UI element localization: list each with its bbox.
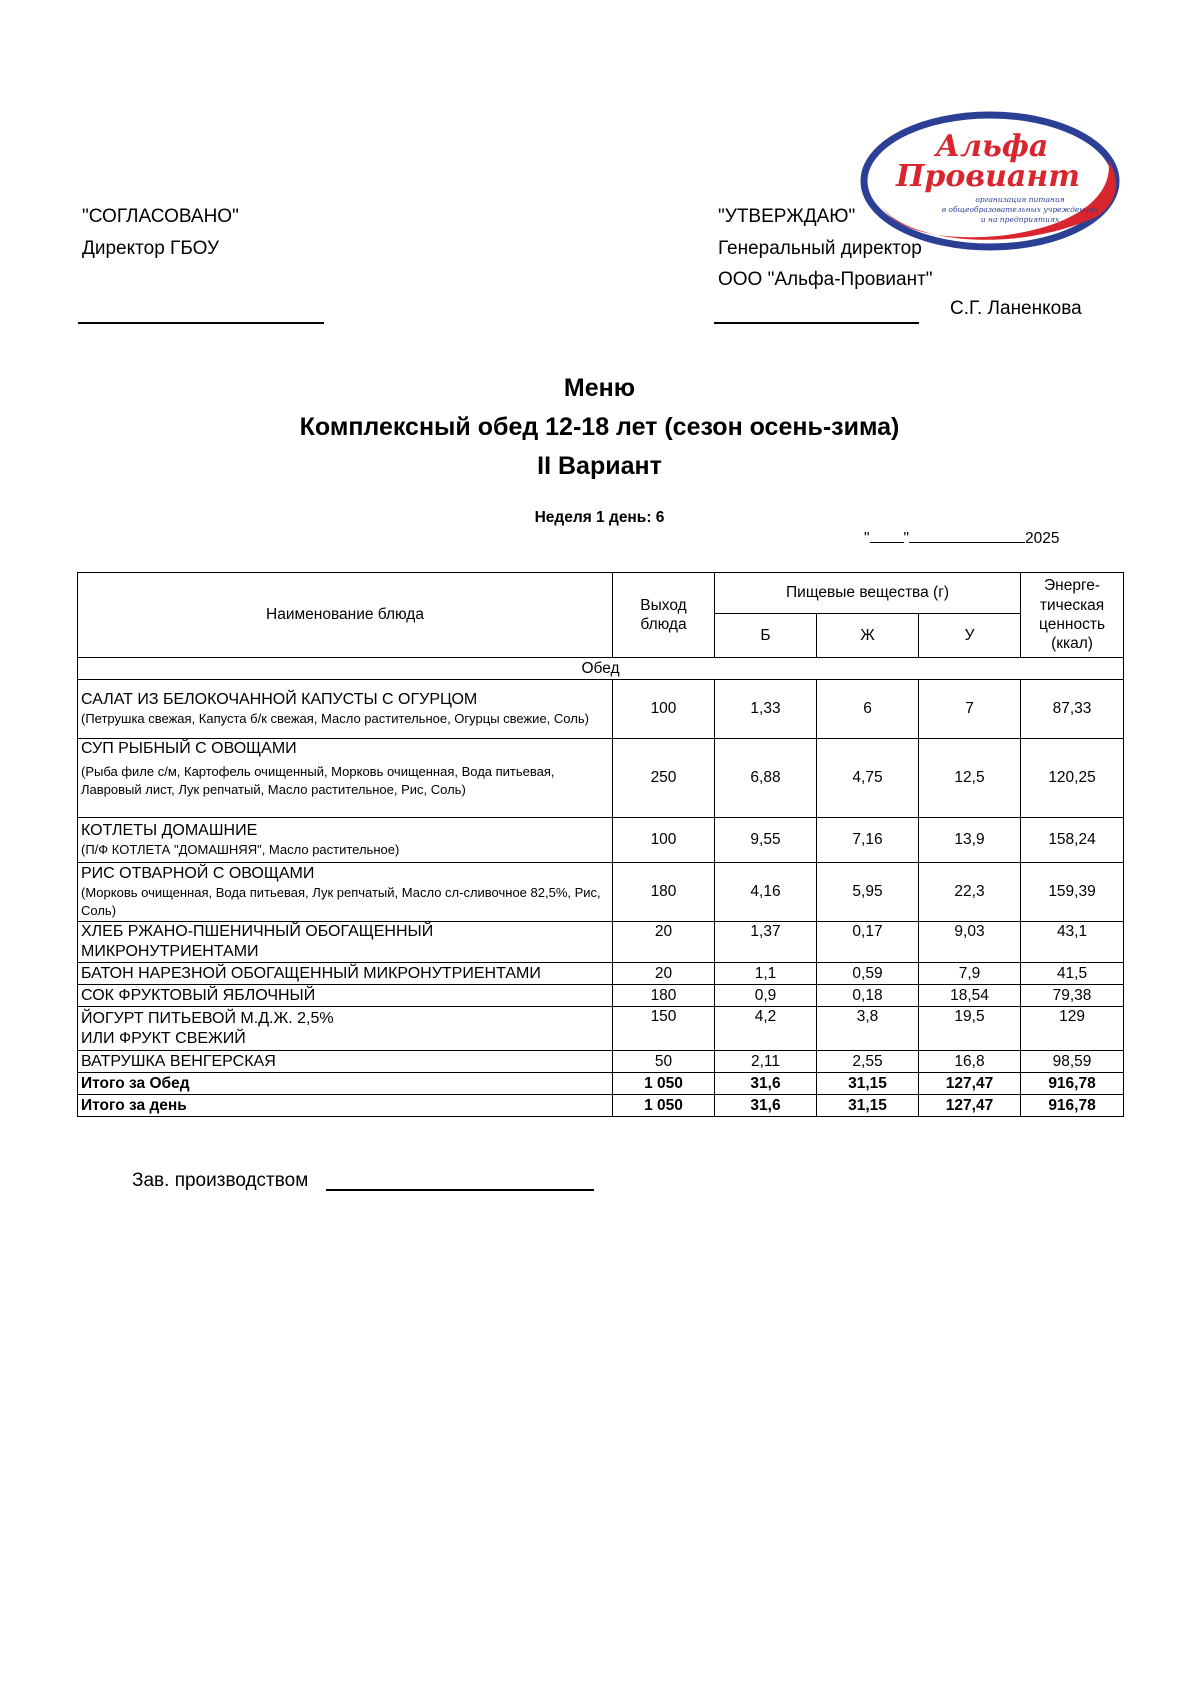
table-row (78, 1051, 1124, 1073)
dish-energy: 158,24 (1021, 818, 1124, 863)
table-row (78, 739, 1124, 818)
approve-signature-line (714, 322, 919, 324)
dish-name: СУП РЫБНЫЙ С ОВОЩАМИ (81, 740, 297, 757)
header-carbs: У (919, 614, 1021, 658)
dish-carbs: 22,3 (919, 863, 1021, 922)
dish-cell (78, 739, 613, 818)
total-energy: 916,78 (1021, 1095, 1124, 1117)
menu-title: Меню (563, 374, 636, 402)
total-protein: 31,6 (715, 1095, 817, 1117)
approve-organization: ООО "Альфа-Провиант" (718, 269, 933, 290)
dish-fat: 4,75 (817, 739, 919, 818)
date-open-quote: " (864, 530, 870, 547)
dish-cell (78, 1051, 613, 1073)
dish-output: 150 (613, 1007, 715, 1051)
dish-output: 250 (613, 739, 715, 818)
table-row (78, 922, 1124, 963)
total-energy: 916,78 (1021, 1073, 1124, 1095)
dish-name: ЙОГУРТ ПИТЬЕВОЙ М.Д.Ж. 2,5% (81, 1009, 334, 1027)
production-head-signature-line (326, 1189, 594, 1191)
dish-protein: 1,1 (715, 963, 817, 985)
total-fat: 31,15 (817, 1073, 919, 1095)
header-dish-name: Наименование блюда (78, 573, 613, 658)
total-carbs: 127,47 (919, 1073, 1021, 1095)
dish-output: 20 (613, 922, 715, 963)
dish-energy: 79,38 (1021, 985, 1124, 1007)
dish-output: 50 (613, 1051, 715, 1073)
dish-energy: 159,39 (1021, 863, 1124, 922)
dish-output: 180 (613, 985, 715, 1007)
table-row (78, 863, 1124, 922)
table-row (78, 985, 1124, 1007)
date-close-quote: " (903, 530, 910, 547)
total-label: Итого за Обед (78, 1073, 613, 1095)
dish-carbs: 12,5 (919, 739, 1021, 818)
dish-energy: 41,5 (1021, 963, 1124, 985)
dish-composition: (Петрушка свежая, Капуста б/к свежая, Масло растительное, Огурцы свежие, Соль) (81, 711, 589, 727)
total-carbs: 127,47 (919, 1095, 1021, 1117)
dish-name-alternative: ИЛИ ФРУКТ СВЕЖИЙ (81, 1029, 246, 1047)
dish-carbs: 7 (919, 680, 1021, 739)
dish-cell (78, 818, 613, 863)
dish-cell (78, 863, 613, 922)
dish-name: РИС ОТВАРНОЙ С ОВОЩАМИ (81, 865, 315, 883)
dish-protein: 4,2 (715, 1007, 817, 1051)
dish-protein: 1,37 (715, 922, 817, 963)
dish-carbs: 18,54 (919, 985, 1021, 1007)
dish-cell (78, 963, 613, 985)
approve-position: Генеральный директор (718, 238, 922, 259)
total-row-day (78, 1095, 1124, 1117)
dish-cell (78, 922, 613, 963)
header-output: Выход блюда (613, 573, 715, 658)
dish-protein: 2,11 (715, 1051, 817, 1073)
section-label: Обед (78, 658, 1124, 680)
dish-fat: 0,59 (817, 963, 919, 985)
dish-cell (78, 680, 613, 739)
dish-energy: 43,1 (1021, 922, 1124, 963)
agreed-signature-line (78, 322, 324, 324)
dish-output: 100 (613, 818, 715, 863)
section-row (78, 658, 1124, 680)
logo-tagline-1: организация питания (975, 195, 1065, 204)
total-output: 1 050 (613, 1073, 715, 1095)
total-protein: 31,6 (715, 1073, 817, 1095)
table-row (78, 680, 1124, 739)
header-energy: Энерге-тическая ценность (ккал) (1021, 573, 1124, 658)
dish-fat: 0,17 (817, 922, 919, 963)
dish-fat: 3,8 (817, 1007, 919, 1051)
logo-tagline-2: в общеобразовательных учреждениях (941, 205, 1099, 214)
dish-cell (78, 985, 613, 1007)
dish-composition: (Морковь очищенная, Вода питьевая, Лук репчатый, Масло сл-сливочное 82,5%, Рис, Соль) (81, 885, 601, 918)
menu-variant: II Вариант (537, 452, 662, 480)
alfa-proviant-logo (858, 108, 1122, 254)
dish-fat: 2,55 (817, 1051, 919, 1073)
dish-cell (78, 1007, 613, 1051)
logo-tagline-3: и на предприятиях (980, 215, 1060, 224)
dish-energy: 129 (1021, 1007, 1124, 1051)
dish-carbs: 19,5 (919, 1007, 1021, 1051)
agreed-position: Директор ГБОУ (82, 238, 220, 259)
table-row (78, 818, 1124, 863)
dish-name: КОТЛЕТЫ ДОМАШНИЕ (81, 822, 258, 840)
table-row (78, 1007, 1124, 1051)
table-row (78, 963, 1124, 985)
dish-protein: 1,33 (715, 680, 817, 739)
dish-fat: 6 (817, 680, 919, 739)
dish-fat: 0,18 (817, 985, 919, 1007)
dish-carbs: 13,9 (919, 818, 1021, 863)
dish-output: 100 (613, 680, 715, 739)
total-row-lunch (78, 1073, 1124, 1095)
dish-name: САЛАТ ИЗ БЕЛОКОЧАННОЙ КАПУСТЫ С ОГУРЦОМ (81, 691, 478, 709)
dish-composition: (Рыба филе с/м, Картофель очищенный, Морковь очищенная, Вода питьевая, Лавровый лист, Лук репчатый, Масло растительное, Рис, Соль) (81, 764, 555, 797)
approve-title: "УТВЕРЖДАЮ" (718, 206, 856, 227)
menu-table (77, 572, 1124, 1117)
total-fat: 31,15 (817, 1095, 919, 1117)
menu-subtitle: Комплексный обед 12-18 лет (сезон осень-зима) (299, 413, 900, 441)
dish-output: 20 (613, 963, 715, 985)
dish-name: БАТОН НАРЕЗНОЙ ОБОГАЩЕННЫЙ МИКРОНУТРИЕНТАМИ (81, 964, 541, 982)
header-fat: Ж (817, 614, 919, 658)
table-header-row-1 (78, 573, 1124, 614)
dish-fat: 5,95 (817, 863, 919, 922)
logo-word-2: Провиант (896, 159, 1080, 194)
header-protein: Б (715, 614, 817, 658)
date-day-blank (870, 542, 904, 543)
dish-protein: 9,55 (715, 818, 817, 863)
approve-signer: С.Г. Ланенкова (950, 298, 1082, 319)
dish-name: ВАТРУШКА ВЕНГЕРСКАЯ (81, 1052, 276, 1070)
header-nutrients: Пищевые вещества (г) (715, 573, 1021, 614)
dish-carbs: 9,03 (919, 922, 1021, 963)
dish-energy: 98,59 (1021, 1051, 1124, 1073)
date-year: 2025 (1025, 530, 1060, 547)
dish-protein: 4,16 (715, 863, 817, 922)
dish-energy: 120,25 (1021, 739, 1124, 818)
dish-energy: 87,33 (1021, 680, 1124, 739)
production-head-label: Зав. производством (132, 1170, 309, 1191)
dish-protein: 0,9 (715, 985, 817, 1007)
total-output: 1 050 (613, 1095, 715, 1117)
dish-name: ХЛЕБ РЖАНО-ПШЕНИЧНЫЙ ОБОГАЩЕННЫЙ МИКРОНУТРИЕНТАМИ (81, 923, 434, 960)
dish-output: 180 (613, 863, 715, 922)
agreed-title: "СОГЛАСОВАНО" (82, 206, 239, 227)
dish-fat: 7,16 (817, 818, 919, 863)
date-line (864, 530, 1060, 548)
dish-protein: 6,88 (715, 739, 817, 818)
logo-word-1: Альфа (935, 129, 1049, 164)
week-day: Неделя 1 день: 6 (534, 509, 665, 526)
dish-carbs: 7,9 (919, 963, 1021, 985)
dish-composition: (П/Ф КОТЛЕТА "ДОМАШНЯЯ", Масло растительное) (81, 842, 400, 858)
dish-carbs: 16,8 (919, 1051, 1021, 1073)
date-month-blank (909, 542, 1025, 543)
dish-name: СОК ФРУКТОВЫЙ ЯБЛОЧНЫЙ (81, 986, 316, 1004)
total-label: Итого за день (78, 1095, 613, 1117)
